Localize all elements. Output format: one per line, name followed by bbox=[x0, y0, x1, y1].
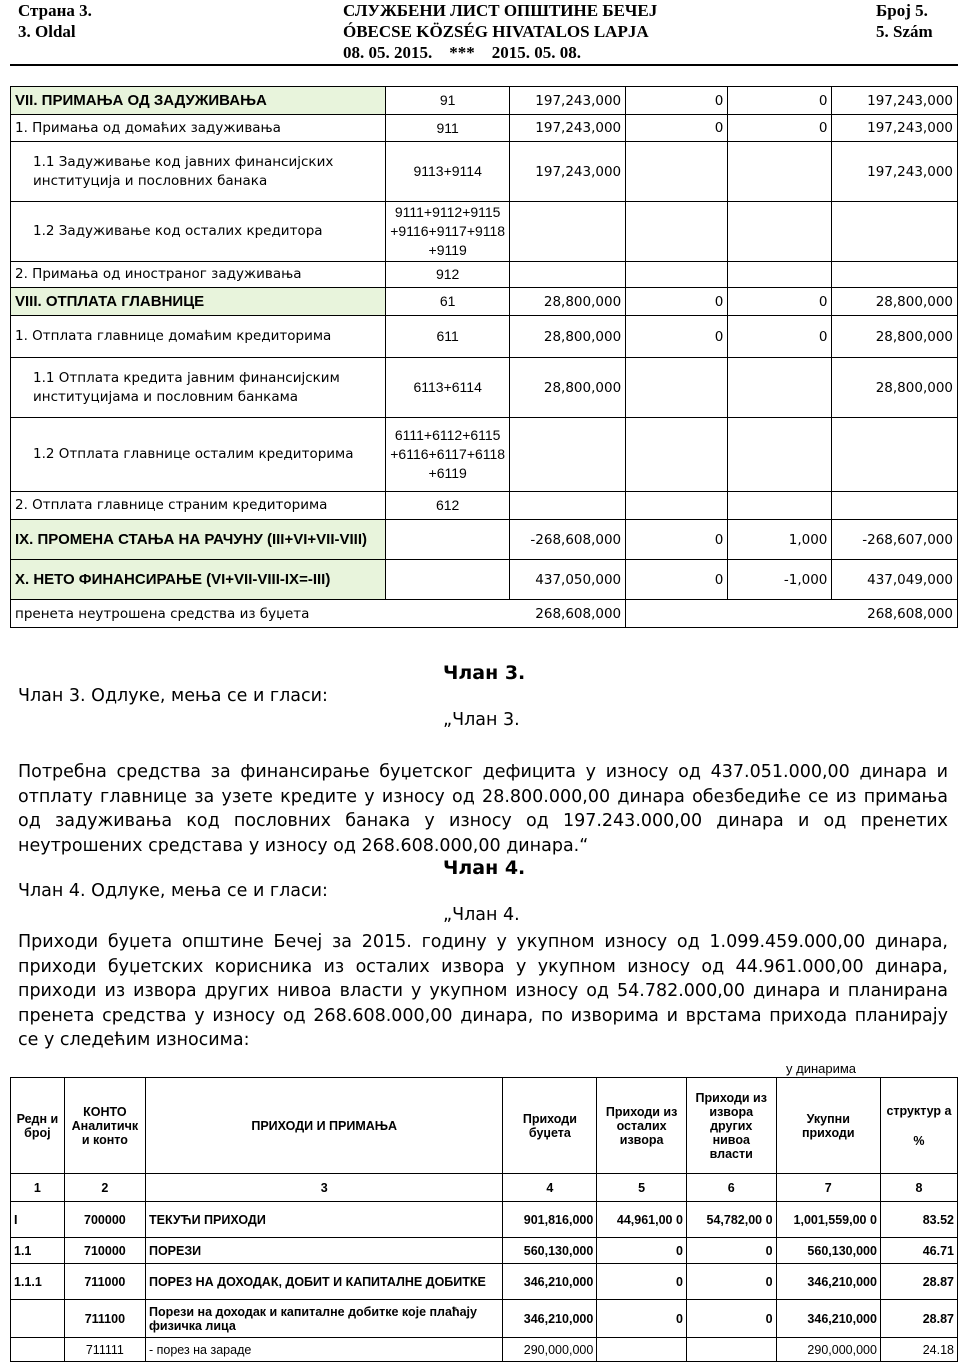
row-value bbox=[597, 1338, 687, 1362]
row-code: 91 bbox=[386, 87, 510, 115]
table-row bbox=[11, 1264, 958, 1300]
row-value bbox=[728, 418, 832, 492]
page-number-sr: Страна 3. bbox=[18, 1, 92, 20]
row-value: 0 bbox=[686, 1300, 776, 1338]
row-value: 901,816,000 bbox=[503, 1202, 597, 1238]
row-value bbox=[626, 142, 728, 202]
issue-number-hu: 5. Szám bbox=[876, 22, 933, 41]
row-code: 612 bbox=[386, 492, 510, 520]
table-row bbox=[11, 1300, 958, 1338]
row-label: IX. ПРОМЕНА СТАЊА НА РАЧУНУ (III+VI+VII-VIII) bbox=[11, 520, 386, 560]
table-row bbox=[11, 600, 958, 628]
row-value: 197,243,000 bbox=[510, 115, 626, 142]
row-konto: 700000 bbox=[64, 1202, 145, 1238]
row-number bbox=[11, 1300, 65, 1338]
row-value: 0 bbox=[597, 1264, 687, 1300]
header-cell: Приходи из извора других нивоа власти bbox=[686, 1078, 776, 1174]
row-value bbox=[728, 358, 832, 418]
row-label: VII. ПРИМАЊА ОД ЗАДУЖИВАЊА bbox=[11, 87, 386, 115]
row-value: 0 bbox=[728, 288, 832, 316]
row-value: 268,608,000 bbox=[510, 600, 626, 628]
table-row bbox=[11, 202, 958, 262]
row-value: 197,243,000 bbox=[832, 115, 958, 142]
row-value: 437,050,000 bbox=[510, 560, 626, 600]
row-value: 0 bbox=[686, 1264, 776, 1300]
header-cell-structure bbox=[880, 1078, 957, 1174]
row-label: VIII. ОТПЛАТА ГЛАВНИЦЕ bbox=[11, 288, 386, 316]
row-percent: 24.18 bbox=[880, 1338, 957, 1362]
row-value: 560,130,000 bbox=[776, 1238, 880, 1264]
row-code: 6111+6112+6115 +6116+6117+6118 +6119 bbox=[386, 418, 510, 492]
row-label: 1.2 Задуживање код осталих кредитора bbox=[11, 202, 386, 262]
row-label: 2. Отплата главнице страним кредиторима bbox=[11, 492, 386, 520]
empty-cell bbox=[626, 600, 832, 628]
header-structure: структур а bbox=[886, 1103, 952, 1118]
row-value: 0 bbox=[728, 87, 832, 115]
row-value bbox=[832, 418, 958, 492]
column-number: 6 bbox=[686, 1174, 776, 1202]
header-cell: Приходи буџета bbox=[503, 1078, 597, 1174]
row-label: 1.1 Задуживање код јавних финансијских институција и пословних банака bbox=[11, 142, 386, 202]
row-value bbox=[626, 418, 728, 492]
row-value: 197,243,000 bbox=[510, 142, 626, 202]
row-name: ПОРЕЗ НА ДОХОДАК, ДОБИТ И КАПИТАЛНЕ ДОБИТКЕ bbox=[145, 1264, 502, 1300]
table-row bbox=[11, 115, 958, 142]
gazette-date: 08. 05. 2015. *** 2015. 05. 08. bbox=[343, 43, 581, 62]
column-number: 8 bbox=[880, 1174, 957, 1202]
table-row bbox=[11, 316, 958, 358]
row-value: 346,210,000 bbox=[503, 1264, 597, 1300]
row-value: 1,001,559,00 0 bbox=[776, 1202, 880, 1238]
gazette-title-hu: ÓBECSE KÖZSÉG HIVATALOS LAPJA bbox=[343, 22, 649, 41]
row-value: 28,800,000 bbox=[832, 358, 958, 418]
row-value: 346,210,000 bbox=[503, 1300, 597, 1338]
table-row bbox=[11, 87, 958, 115]
row-value: 0 bbox=[597, 1300, 687, 1338]
financing-table bbox=[10, 86, 958, 628]
row-konto: 711100 bbox=[64, 1300, 145, 1338]
row-label: 1.2 Отплата главнице осталим кредиторима bbox=[11, 418, 386, 492]
row-value: 28,800,000 bbox=[832, 316, 958, 358]
row-value bbox=[728, 492, 832, 520]
row-code: 911 bbox=[386, 115, 510, 142]
revenue-table bbox=[10, 1077, 958, 1362]
row-label: 1.1 Отплата кредита јавним финансијским институцијама и пословним банкама bbox=[11, 358, 386, 418]
table-row bbox=[11, 520, 958, 560]
row-value: 346,210,000 bbox=[776, 1300, 880, 1338]
header-cell: КОНТО Аналитичк и конто bbox=[64, 1078, 145, 1174]
issue-number-sr: Број 5. bbox=[876, 1, 928, 20]
row-value bbox=[728, 262, 832, 288]
row-value: 28,800,000 bbox=[832, 288, 958, 316]
column-number: 2 bbox=[64, 1174, 145, 1202]
row-value bbox=[510, 418, 626, 492]
row-value: -268,607,000 bbox=[832, 520, 958, 560]
header-cell: Редн и број bbox=[11, 1078, 65, 1174]
article-4-quote: „Члан 4. bbox=[443, 905, 520, 925]
row-value: 0 bbox=[626, 316, 728, 358]
article-3-amendment: Члан 3. Одлуке, мења се и гласи: bbox=[18, 686, 328, 706]
row-percent: 83.52 bbox=[880, 1202, 957, 1238]
row-konto: 711000 bbox=[64, 1264, 145, 1300]
article-4-amendment: Члан 4. Одлуке, мења се и гласи: bbox=[18, 881, 328, 901]
article-3-quote: „Члан 3. bbox=[443, 710, 520, 730]
row-value: 268,608,000 bbox=[832, 600, 958, 628]
row-konto: 710000 bbox=[64, 1238, 145, 1264]
row-label: 1. Примања од домаћих задуживања bbox=[11, 115, 386, 142]
table-row bbox=[11, 262, 958, 288]
row-value: 290,000,000 bbox=[776, 1338, 880, 1362]
row-value: 28,800,000 bbox=[510, 316, 626, 358]
row-value: -1,000 bbox=[728, 560, 832, 600]
row-code: 9111+9112+9115 +9116+9117+9118 +9119 bbox=[386, 202, 510, 262]
row-value: 28,800,000 bbox=[510, 288, 626, 316]
row-percent: 28.87 bbox=[880, 1264, 957, 1300]
row-percent: 28.87 bbox=[880, 1300, 957, 1338]
row-code bbox=[386, 560, 510, 600]
row-number: 1.1.1 bbox=[11, 1264, 65, 1300]
row-code: 9113+9114 bbox=[386, 142, 510, 202]
table-row bbox=[11, 358, 958, 418]
row-value: 1,000 bbox=[728, 520, 832, 560]
row-value: 197,243,000 bbox=[832, 142, 958, 202]
row-name: - порез на зараде bbox=[145, 1338, 502, 1362]
article-4-text: Приходи буџета општине Бечеј за 2015. годину у укупном износу од 1.099.459.000,00 динара, приходи буџетских корисника из осталих извора у укупном износу од 44.961.000,00 динара, приходи из извора других нивоа власти у укупном износу од 54.782.000,00 динара и планирана пренета средства у износу од 268.608.000,00 динара, по изворима и врстама прихода планирају се у следећим износима: bbox=[18, 932, 948, 1050]
row-value bbox=[510, 262, 626, 288]
row-value: 54,782,00 0 bbox=[686, 1202, 776, 1238]
row-value: 0 bbox=[626, 520, 728, 560]
row-value: 0 bbox=[626, 87, 728, 115]
table-row bbox=[11, 1202, 958, 1238]
header-rule bbox=[10, 64, 958, 66]
row-code: 611 bbox=[386, 316, 510, 358]
column-number-row bbox=[11, 1174, 958, 1202]
page-number-hu: 3. Oldal bbox=[18, 22, 76, 41]
column-number: 5 bbox=[597, 1174, 687, 1202]
page-header bbox=[0, 0, 960, 62]
header-cell: Приходи из осталих извора bbox=[597, 1078, 687, 1174]
row-label: пренета неутрошена средства из буџета bbox=[11, 600, 510, 628]
table-row bbox=[11, 1238, 958, 1264]
row-value bbox=[510, 202, 626, 262]
row-code bbox=[386, 520, 510, 560]
row-value: 437,049,000 bbox=[832, 560, 958, 600]
row-value: 0 bbox=[728, 115, 832, 142]
row-number bbox=[11, 1338, 65, 1362]
row-value: 0 bbox=[626, 288, 728, 316]
row-label: 2. Примања од иностраног задуживања bbox=[11, 262, 386, 288]
row-value bbox=[626, 202, 728, 262]
column-number: 4 bbox=[503, 1174, 597, 1202]
row-value: 0 bbox=[728, 316, 832, 358]
row-value: 290,000,000 bbox=[503, 1338, 597, 1362]
table-row bbox=[11, 288, 958, 316]
row-value: 0 bbox=[626, 115, 728, 142]
row-value: 560,130,000 bbox=[503, 1238, 597, 1264]
row-value bbox=[728, 202, 832, 262]
row-value bbox=[832, 492, 958, 520]
row-name: Порези на доходак и капиталне добитке које плаћају физичка лица bbox=[145, 1300, 502, 1338]
row-konto: 711111 bbox=[64, 1338, 145, 1362]
row-value bbox=[510, 492, 626, 520]
row-value: 0 bbox=[597, 1238, 687, 1264]
row-value bbox=[832, 202, 958, 262]
table-row bbox=[11, 492, 958, 520]
row-value: 197,243,000 bbox=[832, 87, 958, 115]
row-name: ПОРЕЗИ bbox=[145, 1238, 502, 1264]
row-number: I bbox=[11, 1202, 65, 1238]
row-code: 912 bbox=[386, 262, 510, 288]
table-row bbox=[11, 418, 958, 492]
article-3-text: Потребна средства за финансирање буџетског дефицита у износу од 437.051.000,00 динара и отплату главнице за узете кредите у износу од 28.800.000,00 динара обезбедиће се из примања од задуживања код пословних банака у износу од 197.243.000,00 динара и од пренетих неутрошених средстава у износу од 268.608.000,00 динара.“ bbox=[18, 762, 948, 856]
row-value: 0 bbox=[626, 560, 728, 600]
row-value bbox=[626, 262, 728, 288]
row-name: ТЕКУЋИ ПРИХОДИ bbox=[145, 1202, 502, 1238]
row-value: 44,961,00 0 bbox=[597, 1202, 687, 1238]
row-value bbox=[728, 142, 832, 202]
table-row bbox=[11, 1338, 958, 1362]
row-code: 61 bbox=[386, 288, 510, 316]
row-value: 197,243,000 bbox=[510, 87, 626, 115]
header-cell: ПРИХОДИ И ПРИМАЊА bbox=[145, 1078, 502, 1174]
row-value bbox=[832, 262, 958, 288]
article-4-heading: Члан 4. bbox=[443, 857, 526, 879]
row-value bbox=[686, 1338, 776, 1362]
row-percent: 46.71 bbox=[880, 1238, 957, 1264]
gazette-title-sr: СЛУЖБЕНИ ЛИСТ ОПШТИНЕ БЕЧЕЈ bbox=[343, 1, 658, 20]
row-value: 0 bbox=[686, 1238, 776, 1264]
row-label: X. НЕТО ФИНАНСИРАЊЕ (VI+VII-VIII-IX=-III) bbox=[11, 560, 386, 600]
row-value bbox=[626, 358, 728, 418]
row-code: 6113+6114 bbox=[386, 358, 510, 418]
table-row bbox=[11, 560, 958, 600]
row-value bbox=[626, 492, 728, 520]
table-header-row bbox=[11, 1078, 958, 1174]
column-number: 3 bbox=[145, 1174, 502, 1202]
column-number: 7 bbox=[776, 1174, 880, 1202]
row-value: -268,608,000 bbox=[510, 520, 626, 560]
article-3-heading: Члан 3. bbox=[443, 662, 526, 684]
row-number: 1.1 bbox=[11, 1238, 65, 1264]
row-value: 28,800,000 bbox=[510, 358, 626, 418]
row-label: 1. Отплата главнице домаћим кредиторима bbox=[11, 316, 386, 358]
table-row bbox=[11, 142, 958, 202]
header-cell: Укупни приходи bbox=[776, 1078, 880, 1174]
row-value: 346,210,000 bbox=[776, 1264, 880, 1300]
unit-label: у динарима bbox=[786, 1061, 857, 1076]
header-percent: % bbox=[913, 1133, 925, 1148]
column-number: 1 bbox=[11, 1174, 65, 1202]
